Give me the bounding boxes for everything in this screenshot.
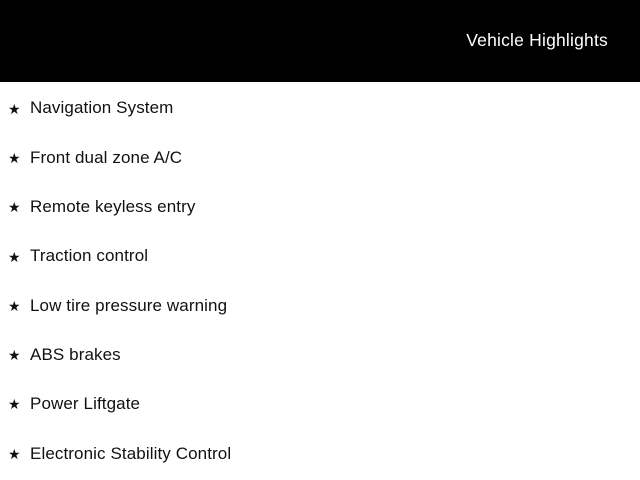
star-icon: ★	[8, 347, 21, 364]
star-icon: ★	[8, 199, 21, 216]
star-icon: ★	[8, 149, 21, 166]
list-item-label: ABS brakes	[30, 344, 121, 364]
list-item-label: Electronic Stability Control	[30, 443, 232, 463]
list-item	[8, 330, 640, 379]
list-item	[8, 133, 640, 182]
list-item	[8, 84, 640, 133]
star-icon: ★	[8, 100, 21, 117]
list-item	[8, 380, 640, 429]
list-item-label: Navigation System	[30, 98, 174, 118]
list-item-label: Remote keyless entry	[30, 197, 196, 217]
list-item-label: Power Liftgate	[30, 394, 141, 414]
star-icon: ★	[8, 248, 21, 265]
list-item-label: Low tire pressure warning	[30, 295, 228, 315]
highlights-list	[0, 82, 640, 478]
list-item	[8, 232, 640, 281]
list-item	[8, 281, 640, 330]
list-item	[8, 183, 640, 232]
star-icon: ★	[8, 445, 21, 462]
list-item-label: Front dual zone A/C	[30, 147, 183, 167]
star-icon: ★	[8, 396, 21, 413]
list-item-label: Traction control	[30, 246, 149, 266]
page-title: Vehicle Highlights	[466, 30, 608, 51]
star-icon: ★	[8, 297, 21, 314]
list-item	[8, 429, 640, 478]
header-bar	[0, 0, 640, 82]
